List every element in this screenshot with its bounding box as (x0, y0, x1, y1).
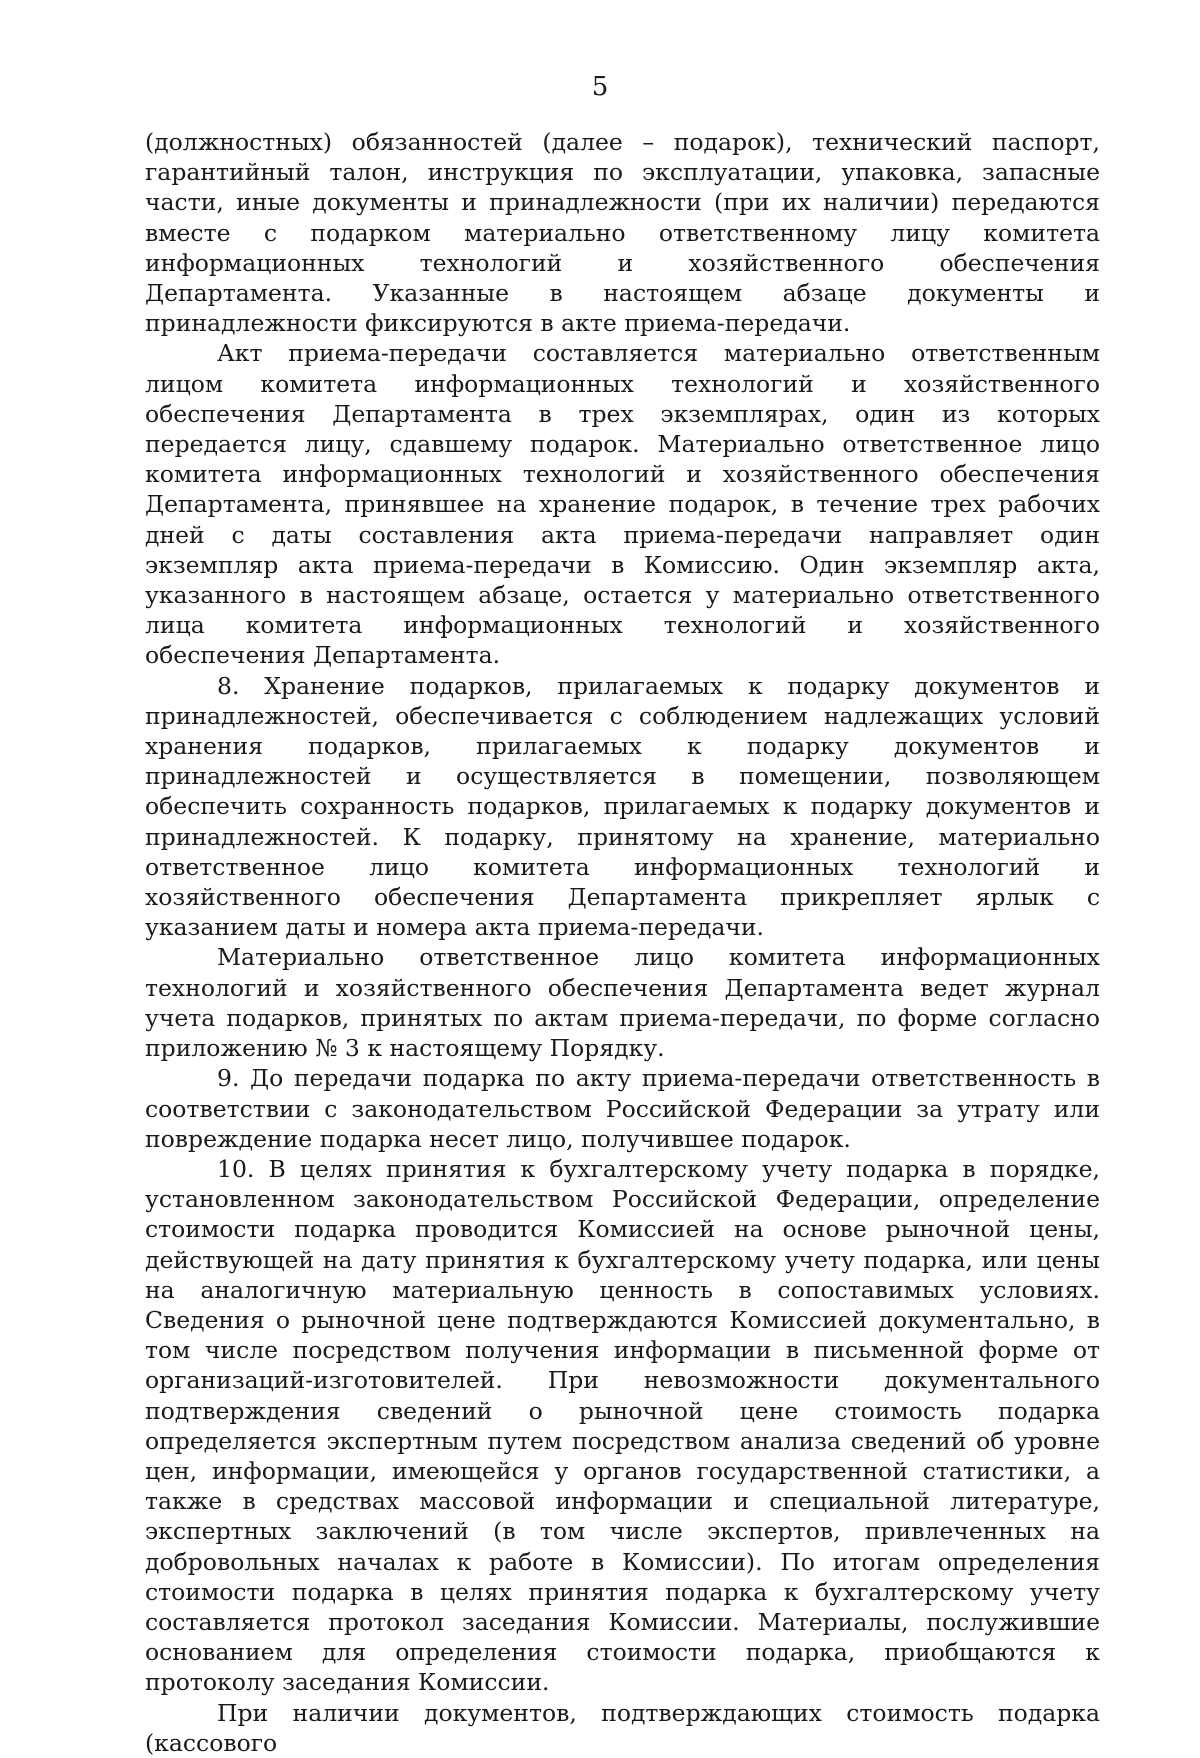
paragraph-item-8-storage: 8. Хранение подарков, прилагаемых к подарку документов и принадлежностей, обеспечивается с соблюдением надлежащих условий хранения подарков, прилагаемых к подарку документов и принадлежностей и осуществляется в помещении, позволяющем обеспечить сохранность подарков, прилагаемых к подарку документов и принадлежностей. К подарку, принятому на хранение, материально ответственное лицо комитета информационных технологий и хозяйственного обеспечения Департамента прикрепляет ярлык с указанием даты и номера акта приема-передачи. (145, 671, 1100, 942)
paragraph-gift-register: Материально ответственное лицо комитета информационных технологий и хозяйственного обеспечения Департамента ведет журнал учета подарков, принятых по актам приема-передачи, по форме согласно приложению № 3 к настоящему Порядку. (145, 943, 1100, 1063)
page-number: 5 (591, 72, 609, 102)
paragraph-acceptance-act: Акт приема-передачи составляется материально ответственным лицом комитета информационных технологий и хозяйственного обеспечения Департамента в трех экземплярах, один из которых передается лицу, сдавшему подарок. Материально ответственное лицо комитета информационных технологий и хозяйственного обеспечения Департамента, принявшее на хранение подарок, в течение трех рабочих дней с даты составления акта приема-передачи направляет один экземпляр акта приема-передачи в Комиссию. Один экземпляр акта, указанного в настоящем абзаце, остается у материально ответственного лица комитета информационных технологий и хозяйственного обеспечения Департамента. (145, 339, 1100, 670)
paragraph-item-9-liability: 9. До передачи подарка по акту приема-передачи ответственность в соответствии с законодательством Российской Федерации за утрату или повреждение подарка несет лицо, получившее подарок. (145, 1064, 1100, 1153)
paragraph-continuation-documents: (должностных) обязанностей (далее – подарок), технический паспорт, гарантийный талон, инструкция по эксплуатации, упаковка, запасные части, иные документы и принадлежности (при их наличии) передаются вместе с подарком материально ответственному лицу комитета информационных технологий и хозяйственного обеспечения Департамента. Указанные в настоящем абзаце документы и принадлежности фиксируются в акте приема-передачи. (145, 128, 1100, 338)
document-body (145, 127, 1100, 1758)
paragraph-cost-documents: При наличии документов, подтверждающих стоимость подарка (кассового (145, 1698, 1100, 1757)
paragraph-item-10-valuation: 10. В целях принятия к бухгалтерскому учету подарка в порядке, установленном законодательством Российской Федерации, определение стоимости подарка проводится Комиссией на основе рыночной цены, действующей на дату принятия к бухгалтерскому учету подарка, или цены на аналогичную материальную ценность в сопоставимых условиях. Сведения о рыночной цене подтверждаются Комиссией документально, в том числе посредством получения информации в письменной форме от организаций-изготовителей. При невозможности документального подтверждения сведений о рыночной цене стоимость подарка определяется экспертным путем посредством анализа сведений об уровне цен, информации, имеющейся у органов государственной статистики, а также в средствах массовой информации и специальной литературе, экспертных заключений (в том числе экспертов, привлеченных на добровольных началах к работе в Комиссии). По итогам определения стоимости подарка в целях принятия подарка к бухгалтерскому учету составляется протокол заседания Комиссии. Материалы, послужившие основанием для определения стоимости подарка, приобщаются к протоколу заседания Комиссии. (145, 1154, 1100, 1697)
